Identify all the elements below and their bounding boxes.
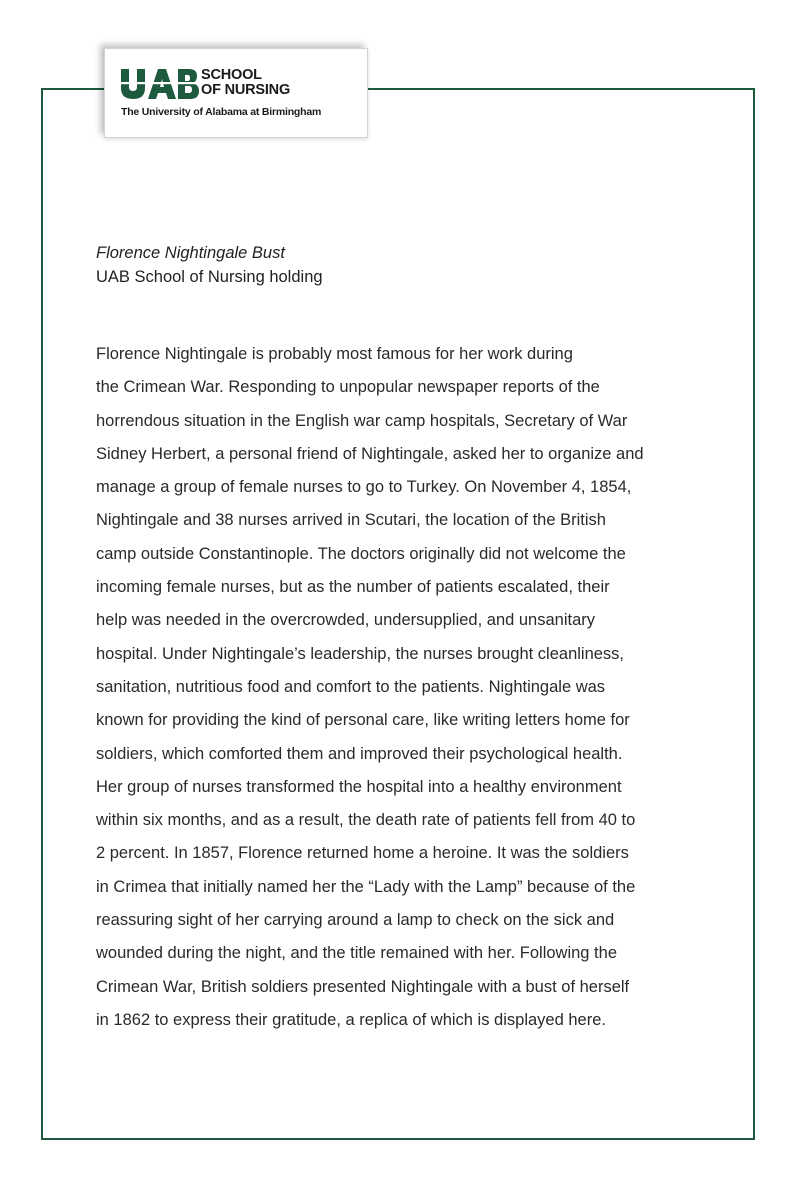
body-line: reassuring sight of her carrying around a lamp to check on the sick and [96,911,615,930]
body-line: 2 percent. In 1857, Florence returned home a heroine. It was the soldiers [96,844,629,863]
body-line: known for providing the kind of personal care, like writing letters home for [96,711,630,730]
body-line: Florence Nightingale is probably most famous for her work during [96,345,573,363]
logo-school-line1: SCHOOL [201,67,262,83]
body-line: hospital. Under Nightingale’s leadership, the nurses brought cleanliness, [96,644,625,663]
logo-school-of-nursing-text [201,68,290,98]
body-line: Her group of nurses transformed the hospital into a healthy environment [96,777,622,796]
body-line: wounded during the night, and the title remained with her. Following the [96,944,617,963]
body-line: in Crimea that initially named her the “Lady with the Lamp” because of the [96,877,636,896]
body-line: help was needed in the overcrowded, undersupplied, and unsanitary [96,611,596,630]
body-line: horrendous situation in the English war camp hospitals, Secretary of War [96,411,628,430]
document-heading [96,241,323,289]
logo-school-line2: OF NURSING [201,82,291,98]
body-line: within six months, and as a result, the death rate of patients fell from 40 to [96,811,636,830]
body-line: Sidney Herbert, a personal friend of Nightingale, asked her to organize and [96,444,644,463]
logo-university-name: The University of Alabama at Birmingham [121,106,322,118]
body-paragraph [96,338,716,1037]
body-line: the Crimean War. Responding to unpopular newspaper reports of the [96,378,600,397]
body-line: incoming female nurses, but as the number of patients escalated, their [96,578,610,597]
uab-school-of-nursing-logo [104,48,368,138]
document-subtitle: UAB School of Nursing holding [96,268,323,286]
uab-logo-mark [121,69,199,99]
body-line: sanitation, nutritious food and comfort to the patients. Nightingale was [96,677,606,696]
body-line: Crimean War, British soldiers presented Nightingale with a bust of herself [96,977,630,996]
document-title: Florence Nightingale Bust [96,244,285,262]
body-line: soldiers, which comforted them and improved their psychological health. [96,744,623,763]
body-line: camp outside Constantinople. The doctors originally did not welcome the [96,544,626,563]
body-line: Nightingale and 38 nurses arrived in Scutari, the location of the British [96,511,606,530]
body-line: in 1862 to express their gratitude, a replica of which is displayed here. [96,1010,606,1029]
body-line: manage a group of female nurses to go to Turkey. On November 4, 1854, [96,478,632,497]
